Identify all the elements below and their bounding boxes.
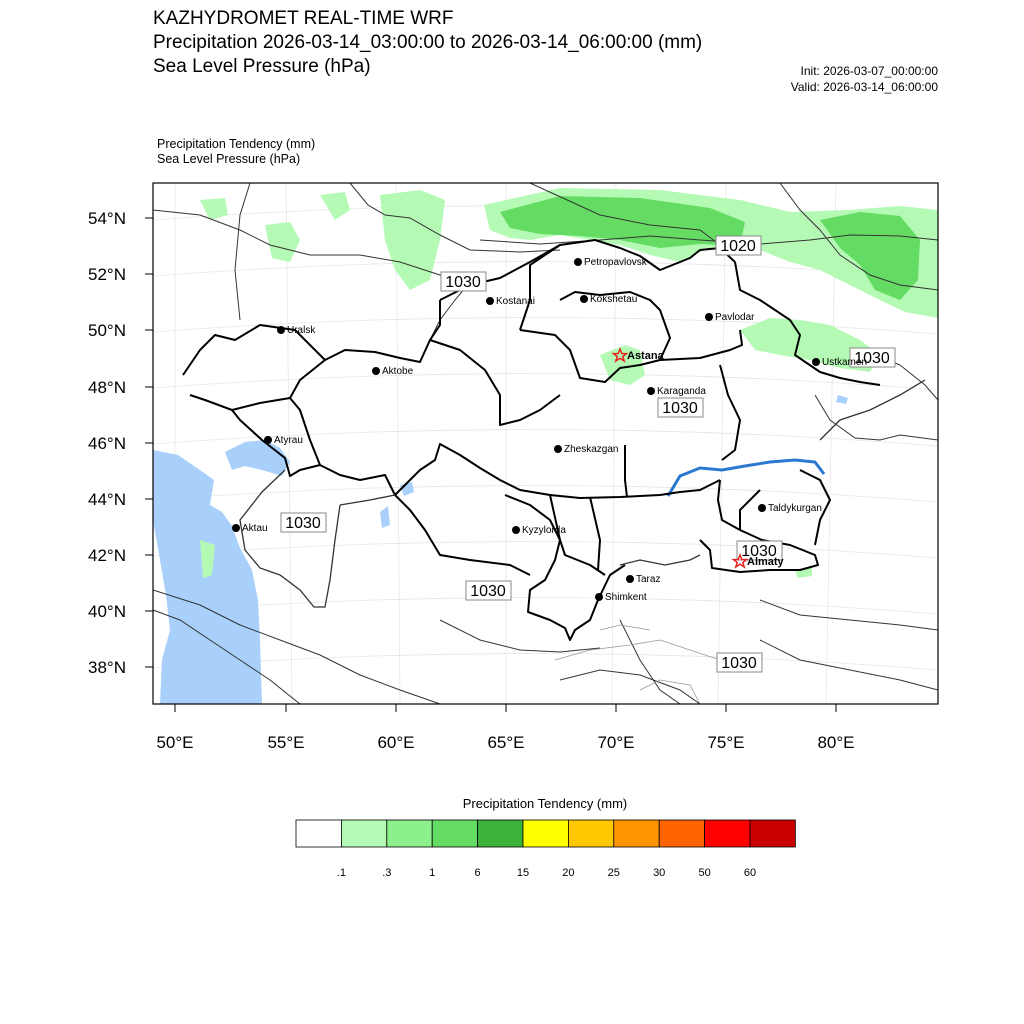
lon-label: 60°E (377, 733, 415, 752)
colorbar-label: .3 (382, 867, 392, 879)
lat-label: 52°N (88, 265, 126, 284)
svg-text:1030: 1030 (662, 400, 698, 417)
lat-label: 44°N (88, 490, 126, 509)
colorbar-label: 15 (516, 867, 530, 879)
svg-text:1030: 1030 (854, 350, 890, 367)
colorbar-label: 25 (607, 867, 620, 879)
lat-label: 38°N (88, 658, 126, 677)
colorbar-label: 30 (653, 867, 666, 879)
chart-title: KAZHYDROMET REAL-TIME WRF (153, 8, 454, 29)
svg-text:Uralsk: Uralsk (287, 325, 316, 336)
longitude-labels (156, 733, 854, 752)
lon-label: 55°E (267, 733, 305, 752)
svg-text:Ustkamen: Ustkamen (822, 357, 868, 368)
chart-subtitle-slp: Sea Level Pressure (hPa) (153, 56, 371, 77)
colorbar-label: .1 (336, 867, 346, 879)
svg-text:Kokshetau: Kokshetau (590, 294, 638, 305)
svg-text:Kyzylorda: Kyzylorda (522, 525, 566, 536)
lon-label: 65°E (487, 733, 525, 752)
city-zheskazgan (554, 444, 618, 455)
colorbar-label: 6 (474, 867, 481, 879)
isobar-label (441, 272, 486, 291)
colorbar-label: 20 (562, 867, 575, 879)
colorbar-label: 60 (743, 867, 757, 879)
svg-text:Pavlodar: Pavlodar (715, 312, 755, 323)
isobar-label (716, 236, 761, 255)
svg-text:Petropavlovsk: Petropavlovsk (584, 257, 647, 268)
svg-text:1030: 1030 (470, 583, 506, 600)
lon-label: 50°E (156, 733, 194, 752)
colorbar-label: 1 (429, 867, 436, 879)
svg-text:Taldykurgan: Taldykurgan (768, 503, 822, 514)
svg-text:Almaty: Almaty (747, 556, 784, 568)
field-label-precip: Precipitation Tendency (mm) (157, 137, 316, 151)
valid-time: Valid: 2026-03-14_06:00:00 (790, 80, 938, 94)
latitude-labels (88, 209, 126, 677)
svg-text:Aktobe: Aktobe (382, 366, 414, 377)
lat-label: 54°N (88, 209, 126, 228)
city-taldykurgan (758, 503, 822, 514)
field-label-slp: Sea Level Pressure (hPa) (157, 152, 301, 166)
isobar-label (466, 581, 511, 600)
isobar-label (281, 513, 326, 532)
init-time: Init: 2026-03-07_00:00:00 (800, 64, 938, 78)
svg-text:1030: 1030 (741, 543, 777, 560)
lon-label: 75°E (707, 733, 745, 752)
isobar-label (717, 653, 762, 672)
svg-text:1020: 1020 (720, 238, 756, 255)
lat-label: 50°N (88, 321, 126, 340)
lat-label: 46°N (88, 434, 126, 453)
svg-text:1030: 1030 (721, 655, 757, 672)
colorbar-label: 50 (698, 867, 711, 879)
lat-label: 40°N (88, 602, 126, 621)
map-plot-area (153, 183, 938, 704)
svg-text:Kostanai: Kostanai (496, 296, 535, 307)
lat-label: 48°N (88, 378, 126, 397)
chart-subtitle-precip: Precipitation 2026-03-14_03:00:00 to 2026-03-14_06:00:00 (mm) (153, 32, 703, 53)
city-petropavlovsk (574, 257, 648, 268)
svg-text:Shimkent: Shimkent (605, 592, 647, 603)
svg-text:Taraz: Taraz (636, 574, 661, 585)
colorbar-title: Precipitation Tendency (mm) (462, 796, 628, 811)
isobar-label (658, 398, 703, 417)
lat-label: 42°N (88, 546, 126, 565)
svg-text:Astana: Astana (627, 350, 664, 362)
svg-text:Karaganda: Karaganda (657, 386, 706, 397)
svg-text:1030: 1030 (445, 274, 481, 291)
svg-text:Aktau: Aktau (242, 523, 268, 534)
lon-label: 80°E (817, 733, 855, 752)
lon-label: 70°E (597, 733, 635, 752)
svg-text:1030: 1030 (285, 515, 321, 532)
svg-text:Atyrau: Atyrau (274, 435, 303, 446)
svg-text:Zheskazgan: Zheskazgan (564, 444, 619, 455)
